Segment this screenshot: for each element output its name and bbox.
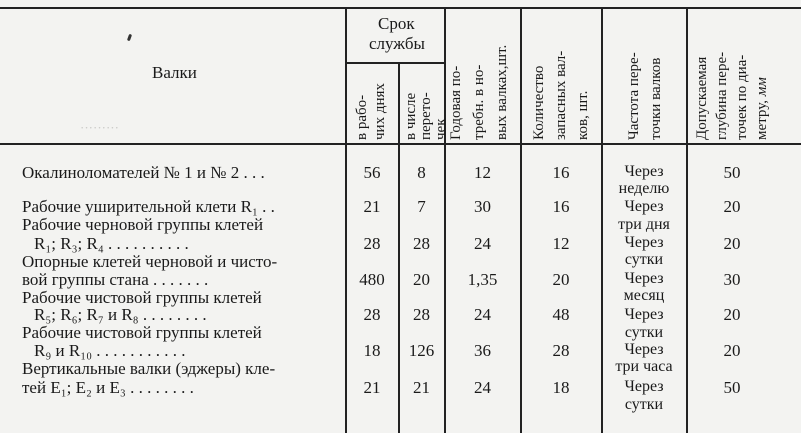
row2-days: 21 xyxy=(363,197,381,216)
header-depth-4-text: метру, xyxy=(754,96,770,140)
row4-annual: 1,35 xyxy=(467,270,498,289)
row3-annual: 24 xyxy=(474,234,491,253)
row2-freq-2: три дня xyxy=(618,216,670,233)
row3-freq-2: сутки xyxy=(624,251,664,268)
row4-spare: 20 xyxy=(552,270,570,289)
srok-divider-rule xyxy=(345,62,444,64)
header-srok-line2: службы xyxy=(369,34,425,53)
row6-name-2: R₉ и R₁₀ . . . . . . . . . . . xyxy=(34,341,186,360)
row6-regrind: 126 xyxy=(408,341,435,360)
row6-freq-2: три часа xyxy=(615,358,673,375)
row5-freq-1: Через xyxy=(624,306,664,323)
header-valki: Валки xyxy=(152,63,197,82)
header-srok-line1: Срок xyxy=(378,14,415,33)
col-rule-1 xyxy=(345,7,347,433)
row4-freq-1: Через xyxy=(624,270,664,287)
row6-name-1: Рабочие чистовой группы клетей xyxy=(22,323,262,342)
header-depth-1: Допускаемая xyxy=(694,56,710,140)
row5-spare: 48 xyxy=(552,305,570,324)
row5-annual: 24 xyxy=(474,305,491,324)
row1-annual: 12 xyxy=(474,163,491,182)
header-work-days-1: в рабо- xyxy=(354,94,370,140)
header-work-days-2: чих днях xyxy=(372,83,388,140)
row4-freq-2: месяц xyxy=(623,287,665,304)
row5-regrind: 28 xyxy=(413,305,430,324)
col-rule-3 xyxy=(444,7,446,433)
row2-regrind: 7 xyxy=(417,197,426,216)
row7-days: 21 xyxy=(363,378,381,397)
row6-annual: 36 xyxy=(474,341,491,360)
header-annual-2: требн. в но- xyxy=(471,64,487,140)
header-freq-2: точки валков xyxy=(648,57,664,140)
col-rule-5 xyxy=(601,7,603,433)
row1-depth: 50 xyxy=(723,163,741,182)
row7-freq-2: сутки xyxy=(624,396,664,413)
row7-name-2: тей E₁; E₂ и E₃ . . . . . . . . xyxy=(22,378,194,397)
row2-freq-1: Через xyxy=(624,198,664,215)
header-depth-4 xyxy=(754,77,771,140)
header-depth-3: точек по диа- xyxy=(734,54,750,140)
row5-name-2: R₅; R₆; R₇ и R₈ . . . . . . . . xyxy=(34,305,207,324)
header-incl-2: перето- xyxy=(418,92,434,140)
bleed-through-text: ········· xyxy=(80,120,119,135)
row7-name-1: Вертикальные валки (эджеры) кле- xyxy=(22,359,276,378)
row1-freq-2: неделю xyxy=(618,180,670,197)
row7-regrind: 21 xyxy=(413,378,430,397)
row7-depth: 50 xyxy=(723,378,741,397)
header-spare-2: запасных вал- xyxy=(553,50,569,140)
header-spare-3: ков, шт. xyxy=(575,90,591,140)
row5-days: 28 xyxy=(363,305,381,324)
row7-annual: 24 xyxy=(474,378,491,397)
row4-regrind: 20 xyxy=(413,270,430,289)
header-spare-1: Количество xyxy=(531,65,547,140)
table-top-rule xyxy=(0,7,801,9)
row1-regrind: 8 xyxy=(417,163,426,182)
header-annual-3: вых валках,шт. xyxy=(494,44,510,140)
row1-days: 56 xyxy=(363,163,381,182)
row7-spare: 18 xyxy=(552,378,570,397)
col-rule-4 xyxy=(520,7,522,433)
row6-depth: 20 xyxy=(723,341,741,360)
row3-regrind: 28 xyxy=(413,234,430,253)
header-depth-unit: мм xyxy=(754,77,770,97)
row1-spare: 16 xyxy=(552,163,570,182)
row7-freq-1: Через xyxy=(624,378,664,395)
row2-spare: 16 xyxy=(552,197,570,216)
header-freq-1: Частота пере- xyxy=(626,52,642,140)
row3-freq-1: Через xyxy=(624,234,664,251)
ink-speck xyxy=(127,34,132,42)
row1-name: Окалиноломателей № 1 и № 2 . . . xyxy=(22,163,265,182)
row3-name-2: R₁; R₃; R₄ . . . . . . . . . . xyxy=(34,234,189,253)
row3-spare: 12 xyxy=(552,234,570,253)
row6-freq-1: Через xyxy=(624,341,664,358)
header-bottom-rule xyxy=(0,143,801,145)
row4-name-2: вой группы стана . . . . . . . xyxy=(22,270,209,289)
row4-name-1: Опорные клетей черновой и чисто- xyxy=(22,252,278,271)
col-rule-6 xyxy=(686,7,688,433)
row1-freq-1: Через xyxy=(624,163,664,180)
row6-days: 18 xyxy=(363,341,381,360)
row3-name-1: Рабочие черновой группы клетей xyxy=(22,215,264,234)
header-incl-3: чек xyxy=(433,118,449,140)
header-depth-2: глубина пере- xyxy=(714,51,730,140)
row5-depth: 20 xyxy=(723,305,741,324)
row3-days: 28 xyxy=(363,234,381,253)
header-annual-1: Годовая по- xyxy=(448,65,464,140)
row4-depth: 30 xyxy=(723,270,741,289)
row2-annual: 30 xyxy=(474,197,491,216)
row2-depth: 20 xyxy=(723,197,741,216)
header-incl-1: в числе xyxy=(403,92,419,140)
row4-days: 480 xyxy=(359,270,385,289)
row3-depth: 20 xyxy=(723,234,741,253)
row5-freq-2: сутки xyxy=(624,324,664,341)
row5-name-1: Рабочие чистовой группы клетей xyxy=(22,288,262,307)
row6-spare: 28 xyxy=(552,341,570,360)
row2-name: Рабочие уширительной клети R₁ . . xyxy=(22,197,275,216)
